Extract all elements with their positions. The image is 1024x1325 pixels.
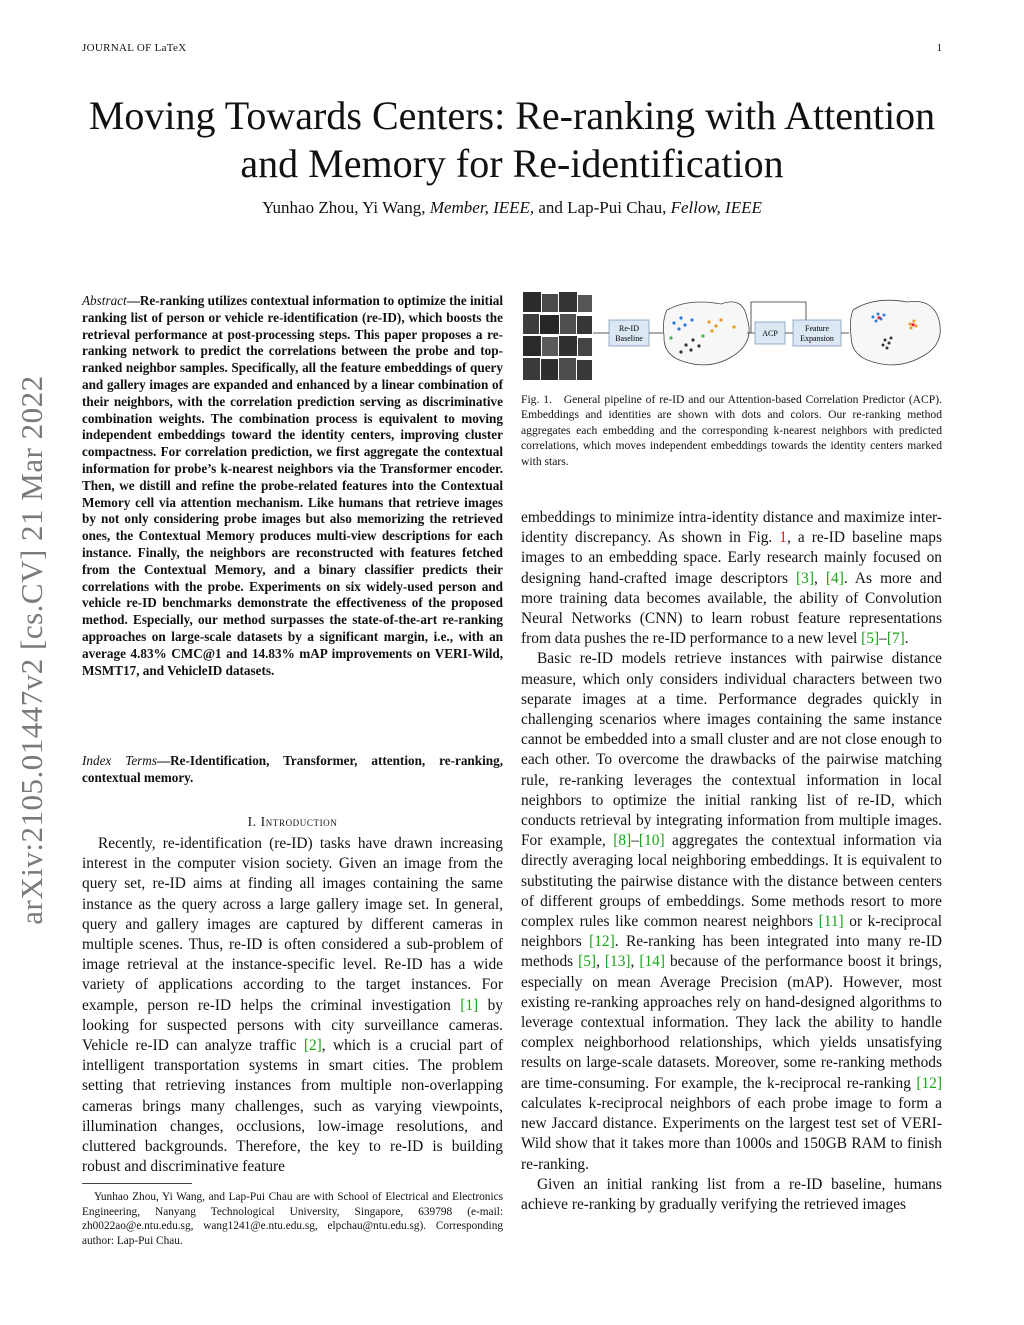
- feature-expansion-label-1: Feature: [805, 324, 829, 333]
- citation-link[interactable]: [1]: [460, 996, 479, 1014]
- citation-link[interactable]: [11]: [818, 913, 844, 931]
- figure-1-pipeline: [521, 290, 942, 385]
- citation-link[interactable]: [5]: [578, 953, 597, 971]
- abstract-text: —Re-ranking utilizes contextual information to optimize the initial ranking list of person or vehicle re-identification (re-ID), which boosts the retrieval performance at post-processing steps. This paper proposes a re-ranking network to predict the correlations between the probe and top-ranked neighbor samples. Specifically, all the feature embeddings of query and gallery images are expanded and enhanced by a linear combination of their neighbors, with the correlation prediction serving as discriminative combination weights. The combination process is equivalent to moving independent embeddings toward the identity centers, improving cluster compactness. For correlation prediction, we first aggregate the contextual information for probe’s k-nearest neighbors via the Transformer encoder. Then, we distill and refine the probe-related features into the Contextual Memory cell via attention mechanism. Like humans that retrieve images by not only considering probe images but also memorizing the retrieved ones, the Contextual Memory produces multi-view descriptions for each instance. Finally, the neighbors are reconstructed with features fetched from the Contextual Memory, and a binary classifier predicts their correlations with the probe. Experiments on six widely-used person and vehicle re-ID benchmarks demonstrate the effectiveness of the proposed method. Especially, our method surpasses the state-of-the-art re-ranking approaches on large-scale datasets by a significant margin, i.e., with an average 4.83% CMC@1 and 14.83% mAP improvements on VERI-Wild, MSMT17, and VehicleID datasets.: [82, 293, 503, 678]
- feature-expansion-label-2: Expansion: [800, 334, 834, 343]
- citation-link[interactable]: [14]: [639, 953, 665, 971]
- author-names-2: and Lap-Pui Chau,: [538, 198, 667, 217]
- separator: –: [879, 630, 887, 648]
- acp-label: ACP: [762, 329, 778, 338]
- separator: ,: [596, 953, 605, 971]
- page-number: 1: [936, 42, 942, 54]
- intro-text-c: , which is a crucial part of intelligent transportation systems in smart cities. The problem setting that retrieving instances from multiple non-overlapping cameras brings many challenges, such as varying viewpoints, illumination changes, occlusions, low-image resolutions, and cluttered backgrounds. Therefore, the key to re-ID is building robust and discriminative feature: [82, 1037, 503, 1176]
- citation-link[interactable]: [3]: [796, 569, 814, 587]
- caption-label: Fig. 1.: [521, 393, 552, 406]
- journal-header: JOURNAL OF LaTeX: [82, 42, 187, 54]
- intro-paragraph-3: Given an initial ranking list from a re-ID baseline, humans achieve re-ranking by gradually verifying the retrieved images: [521, 1175, 942, 1213]
- arxiv-stamp: [12, 350, 52, 950]
- section-number: I.: [247, 814, 257, 829]
- right-text-a: embeddings to minimize intra-identity distance and maximize inter-identity discrepancy. As shown in Fig.: [521, 509, 942, 547]
- caption-text: General pipeline of re-ID and our Attention-based Correlation Predictor (ACP). Embeddings and identities are shown with dots and colors. Our re-ranking method aggregates each embedding and the corresponding k-nearest neighbors with predicted correlations, which moves independent embeddings towards the identity centers marked with stars.: [521, 393, 942, 468]
- author-footnote: Yunhao Zhou, Yi Wang, and Lap-Pui Chau are with School of Electrical and Electronics Engineering, Nanyang Technological University, Singapore, 639798 (e-mail: zh0022ao@e.ntu.edu.sg, wang1241@e.ntu.edu.sg, elpchau@ntu.edu.sg). Corresponding author: Lap-Pui Chau.: [82, 1191, 503, 1247]
- separator: ,: [813, 569, 826, 587]
- index-terms-label: Index Terms: [82, 753, 157, 768]
- intro-paragraph-1-continued: [521, 508, 942, 649]
- abstract: [82, 293, 503, 679]
- reid-baseline-label-1: Re-ID: [619, 324, 639, 333]
- right-text-f: aggregates the contextual information via directly averaging local neighboring embeddings. It is equivalent to substituting the pairwise distance with the distance between centers of different groups of embeddings. Some methods resort to more complex rules like common nearest neighbors: [521, 832, 942, 931]
- paper-title: Moving Towards Centers: Re-ranking with Attention and Memory for Re-identification: [88, 93, 936, 186]
- intro-text-b: by looking for suspected persons with city surveillance cameras. Vehicle re-ID can analyze traffic: [82, 996, 503, 1055]
- right-text-d: .: [904, 630, 909, 648]
- index-terms-text: —Re-Identification, Transformer, attention, re-ranking, contextual memory.: [82, 753, 503, 785]
- right-text-h: . Re-ranking has been integrated into many re-ID methods: [521, 933, 943, 971]
- intro-paragraph-1: [82, 834, 503, 1177]
- author-names-1: Yunhao Zhou, Yi Wang,: [262, 198, 426, 217]
- citation-link[interactable]: [5]: [861, 630, 880, 648]
- author-role-1: Member, IEEE,: [429, 198, 535, 217]
- refined-embedding-space-icon: [850, 300, 940, 365]
- input-images-icon: [523, 292, 592, 380]
- reid-baseline-label-2: Baseline: [615, 334, 643, 343]
- author-line: [82, 198, 942, 218]
- citation-link[interactable]: [8]: [613, 832, 632, 850]
- author-role-2: Fellow, IEEE: [670, 198, 762, 217]
- abstract-label: Abstract: [82, 293, 127, 308]
- introduction-body: [82, 834, 503, 1177]
- right-text-b: , a re-ID baseline maps images to an embedding space. Early research mainly focused on designing hand-crafted image descriptors: [521, 529, 942, 587]
- right-text-c: . As more and more training data becomes available, the ability of Convolution Neural Networks (CNN) to learn robust feature representations from data pushes the re-ID performance to a new level: [521, 569, 942, 648]
- right-text-i: because of the performance boost it brings, especially on mean Average Precision (mAP). However, most existing re-ranking approaches rely on hand-designed algorithms to leverage contextual information. They lack the ability to handle complex neighborhood relationships, which yields unsatisfying results on large-scale datasets. Moreover, some re-ranking methods are time-consuming. For example, the k-reciprocal re-ranking: [521, 953, 942, 1092]
- intro-text-a: Recently, re-identification (re-ID) tasks have drawn increasing interest in the computer vision society. Given an image from the query set, re-ID aims at finding all images containing the same instance as the query across a large gallery image set. In general, query and gallery images are captured by different cameras in multiple scenes. Thus, re-ID is often considered a sub-problem of image retrieval at the instance-specific level. Re-ID has a wide variety of applications according to the target instances. For example, person re-ID helps the criminal investigation: [82, 835, 503, 1014]
- citation-link[interactable]: [2]: [303, 1037, 322, 1055]
- index-terms: [82, 753, 503, 787]
- section-title-text: Introduction: [260, 814, 338, 829]
- footnote-divider: [82, 1183, 192, 1184]
- intro-paragraph-2: [521, 649, 942, 1174]
- embedding-space-icon: [663, 302, 749, 365]
- right-text-e: Basic re-ID models retrieve instances with pairwise distance measure, which only considers individual characters between two separate images at a time. Performance degrades quickly in challenging scenarios where images containing the same instance cannot be embedded into a small cluster and are not close enough to each other. To overcome the drawbacks of the pairwise matching rule, re-ranking leverages the contextual information in local neighbors to optimize the initial ranking list of re-ID, which conducts retrieval by integrating information from multiple images. For example,: [521, 650, 942, 850]
- introduction-body-continued: [521, 508, 942, 1215]
- citation-link[interactable]: [4]: [825, 569, 844, 587]
- right-text-j: calculates k-reciprocal neighbors of each probe image to form a new Jaccard distance. Experiments on the largest test set of VERI-Wild show that it takes more than 1000s and 150GB RAM to finish re-ranking.: [521, 1094, 942, 1173]
- citation-link[interactable]: [7]: [886, 630, 905, 648]
- citation-link[interactable]: [13]: [604, 953, 631, 971]
- separator: –: [631, 832, 639, 850]
- citation-link[interactable]: [12]: [589, 933, 615, 951]
- right-text-g: or k-reciprocal neighbors: [521, 913, 943, 951]
- figure-1-caption: [521, 392, 942, 469]
- separator: ,: [630, 953, 640, 971]
- figure-link[interactable]: 1: [779, 529, 787, 547]
- svg-text:★: ★: [875, 314, 883, 322]
- svg-text:★: ★: [909, 321, 917, 329]
- citation-link[interactable]: [10]: [638, 832, 665, 850]
- citation-link[interactable]: [12]: [916, 1074, 942, 1092]
- section-heading-introduction: [82, 814, 503, 830]
- arxiv-stamp-text: arXiv:2105.01447v2 [cs.CV] 21 Mar 2022: [14, 375, 49, 925]
